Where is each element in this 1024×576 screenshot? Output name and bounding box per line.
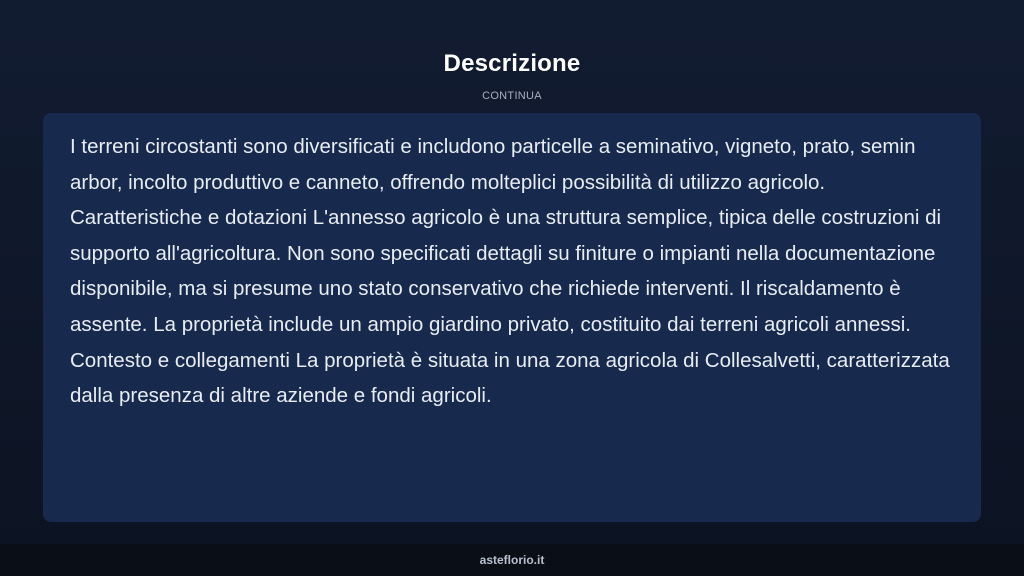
description-text: I terreni circostanti sono diversificati e includono particelle a seminativo, vigneto, prato, semin arbor, incolto produttivo e canneto, offrendo molteplici possibilità di utilizzo agricolo. Caratteristiche e dotazioni L'annesso agricolo è una struttura semplice, tipica delle costruzioni di supporto all'agricoltura. Non sono specificati dettagli su finiture o impianti nella documentazione disponibile, ma si presume uno stato conservativo che richiede interventi. Il riscaldamento è assente. La proprietà include un ampio giardino privato, costituito dai terreni agricoli annessi. Contesto e collegamenti La proprietà è situata in una zona agricola di Collesalvetti, caratterizzata dalla presenza di altre aziende e fondi agricoli. — [70, 135, 950, 408]
page-subtitle: CONTINUA — [482, 90, 542, 102]
footer-brand: asteflorio.it — [479, 553, 545, 567]
description-card — [43, 113, 981, 522]
page-title: Descrizione — [443, 50, 581, 77]
footer-bar — [0, 544, 1024, 576]
